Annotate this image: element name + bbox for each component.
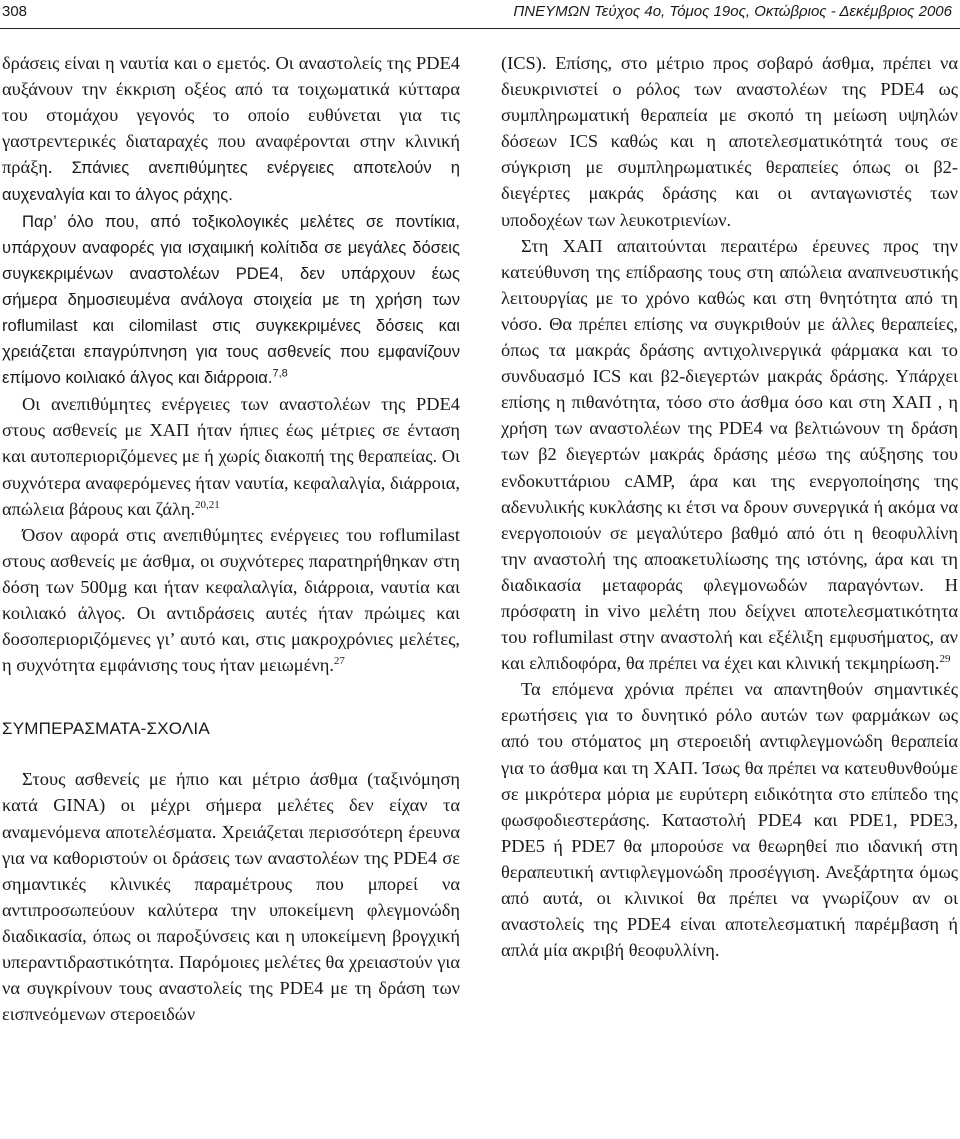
paragraph-future: [501, 676, 958, 963]
page-header: [0, 0, 960, 30]
paragraph-copd-research: [501, 233, 958, 677]
paragraph-toxicology: [2, 209, 460, 392]
page-number: 308: [2, 3, 28, 20]
paragraph-text: Όσον αφορά στις ανεπιθύμητες ενέργειες του roflumilast στους ασθενείς με άσθμα, οι συχνότερες παρατηρήθηκαν στη δόση των 500μg και ήταν κεφαλαλγία, διάρροια, ναυτία και κοιλιακό άλγος. Οι αντιδράσεις αυτές ήταν πρώιμες και δοσοπεριοριζόμενες γι’ αυτό και, στις μακροχρόνιες μελέτες, η συχνότητα εμφάνισης τους ήταν μειωμένη.: [2, 524, 460, 676]
citation-ref: 27: [333, 655, 345, 668]
header-rule: [0, 28, 960, 29]
citation-ref: 7,8: [272, 367, 288, 380]
paragraph-text-sans: Σπάνιες ανεπιθύμητες ενέργειες αποτελούν η αυχεναλγία και το άλγος ράχης.: [2, 158, 460, 205]
paragraph-text: Στη ΧΑΠ απαιτούνται περαιτέρω έρευνες προς την κατεύθυνση της επίδρασης τους στη απώλεια αναπνευστικής λειτουργίας με το χρόνο καθώς και στη θνητότητα από τη νόσο. Θα πρέπει επίσης να συγκριθούν με άλλες θεραπείες, όπως τα μακράς δράσης αντιχολινεργικά φάρμακα και το συνδυασμό ICS και β2-διεγερτών μακράς δράσης. Υπάρχει επίσης η πιθανότητα, τόσο στο άσθμα όσο και στη ΧΑΠ , η χρήση των αναστολέων της PDE4 να βελτιώνουν τη δράση των β2 διεγερτών μακράς δράσης μέσω της αύξησης του ενδοκυττάριου cAMP, άρα και της ενεργοποίησης της αδενυλικής κυκλάσης κι έτσι να δρουν συνεργικά ή ακόμα να ενεργοποιούν σε μεγαλύτερο βαθμό από ότι η θεοφυλλίνη την αναστολή της αποακετυλίωσης της ιστόνης, άρα και τη διαδικασία μεταφοράς φλεγμονωδών παραγόντων. Η πρόσφατη in vivo μελέτη που δείχνει αποτελεσματικότητα του roflumilast στην αναστολή και εξέλιξη εμφυσήματος, αν και ελπιδοφόρα, θα πρέπει να έχει και κλινική τεκμηρίωση.: [501, 235, 958, 674]
paragraph-ics: [501, 50, 958, 233]
paragraph-text: Παρ’ όλο που, από τοξικολογικές μελέτες σε ποντίκια, υπάρχουν αναφορές για ισχαιμική κολίτιδα σε μεγάλες δόσεις συγκεκριμένων αναστολέων PDE4, δεν υπάρχουν έως σήμερα δημοσιευμένα ανάλογα στοιχεία με τη χρήση των roflumilast και cilomilast στις συγκεκριμένες δόσεις και χρειάζεται επαγρύπνηση για τους ασθενείς που εμφανίζουν επίμονο κοιλιακό άλγος και διάρροια.: [2, 211, 460, 388]
journal-title: ΠΝΕΥΜΩΝ Τεύχος 4ο, Τόμος 19ος, Οκτώβριος - Δεκέμβριος 2006: [513, 3, 952, 20]
paragraph-text: (ICS). Επίσης, στο μέτριο προς σοβαρό άσθμα, πρέπει να διευκρινιστεί ο ρόλος των αναστολέων της PDE4 ως συμπληρωματική θεραπεία με σκοπό τη μείωση υψηλών δόσεων ICS καθώς και η αποτελεσματικότητά τους σε σύγκριση με συμπληρωματικές θεραπείες όπως οι β2-διεγέρτες μακράς δράσης και οι ανταγωνιστές των υποδοχέων των λευκοτριενίων.: [501, 53, 958, 230]
paragraph-text: Τα επόμενα χρόνια πρέπει να απαντηθούν σημαντικές ερωτήσεις για το δυνητικό ρόλο αυτών των φαρμάκων ως από του στόματος μη στεροειδή αντιφλεγμονώδη θεραπεία για το άσθμα και τη ΧΑΠ. Ίσως θα πρέπει να κατευθυνθούμε σε μικρότερα μόρια με ευρύτερη ειδικότητα στο επίπεδο της φωσφοδιεστεράσης. Καταστολή PDE4 και PDE1, PDE3, PDE5 ή PDE7 θα μπορούσε να θεωρηθεί πιο ιδανική στη θεραπευτική αντιφλεγμονώδη προσέγγιση. Ανεξάρτητα όμως από αυτά, οι κλινικοί θα πρέπει να γνωρίζουν αν οι αναστολείς της PDE4 είναι αποτελεσματική παρέμβαση ή απλά μία ακριβή θεοφυλλίνη.: [501, 679, 958, 961]
section-heading: ΣΥΜΠΕΡΑΣΜΑΤΑ-ΣΧΟΛΙΑ: [2, 719, 210, 739]
paragraph-conclusions: [2, 766, 460, 1027]
paragraph-text: Οι ανεπιθύμητες ενέργειες των αναστολέων της PDE4 στους ασθενείς με ΧΑΠ ήταν ήπιες έως μέτριες σε ένταση και αυτοπεριοριζόμενες με ή χωρίς διακοπή της θεραπείας. Οι συχνότερα αναφερόμενες ήταν ναυτία, κεφαλαλγία, διάρροια, απώλεια βάρους και ζάλη.: [2, 394, 460, 519]
paragraph-text: δράσεις είναι η ναυτία και ο εμετός. Οι αναστολείς της PDE4 αυξάνουν την έκκριση οξέος από τα τοιχωματικά κύτταρα του στομάχου γεγονός το οποίο ευθύνεται για τις γαστρεντερικές διαταραχές που αναφέρονται στην κλινική πράξη.: [2, 53, 460, 178]
paragraph-copd-effects: [2, 391, 460, 521]
paragraph-text: Στους ασθενείς με ήπιο και μέτριο άσθμα (ταξινόμηση κατά GINA) οι μέχρι σήμερα μελέτες δεν είχαν τα αναμενόμενα αποτελέσματα. Χρειάζεται περισσότερη έρευνα για να καθοριστούν οι δράσεις των αναστολέων της PDE4 σε σημαντικές κλινικές παραμέτρους που μπορεί να αντιπροσωπεύουν καλύτερα την υποκείμενη φλεγμονώδη διαδικασία, όπως οι παροξύνσεις και η υποκείμενη βρογχική υπεραντιδραστικότητα. Παρόμοιες μελέτες θα χρειαστούν για να συγκρίνουν τους αναστολείς της PDE4 με τη δράση των εισπνεόμενων στεροειδών: [2, 769, 460, 1025]
right-column: [501, 50, 958, 963]
left-column: [2, 50, 460, 1027]
paragraph-adverse-effects: [2, 50, 460, 209]
citation-ref: 20,21: [195, 498, 220, 511]
citation-ref: 29: [939, 653, 951, 666]
paragraph-asthma-effects: [2, 522, 460, 679]
